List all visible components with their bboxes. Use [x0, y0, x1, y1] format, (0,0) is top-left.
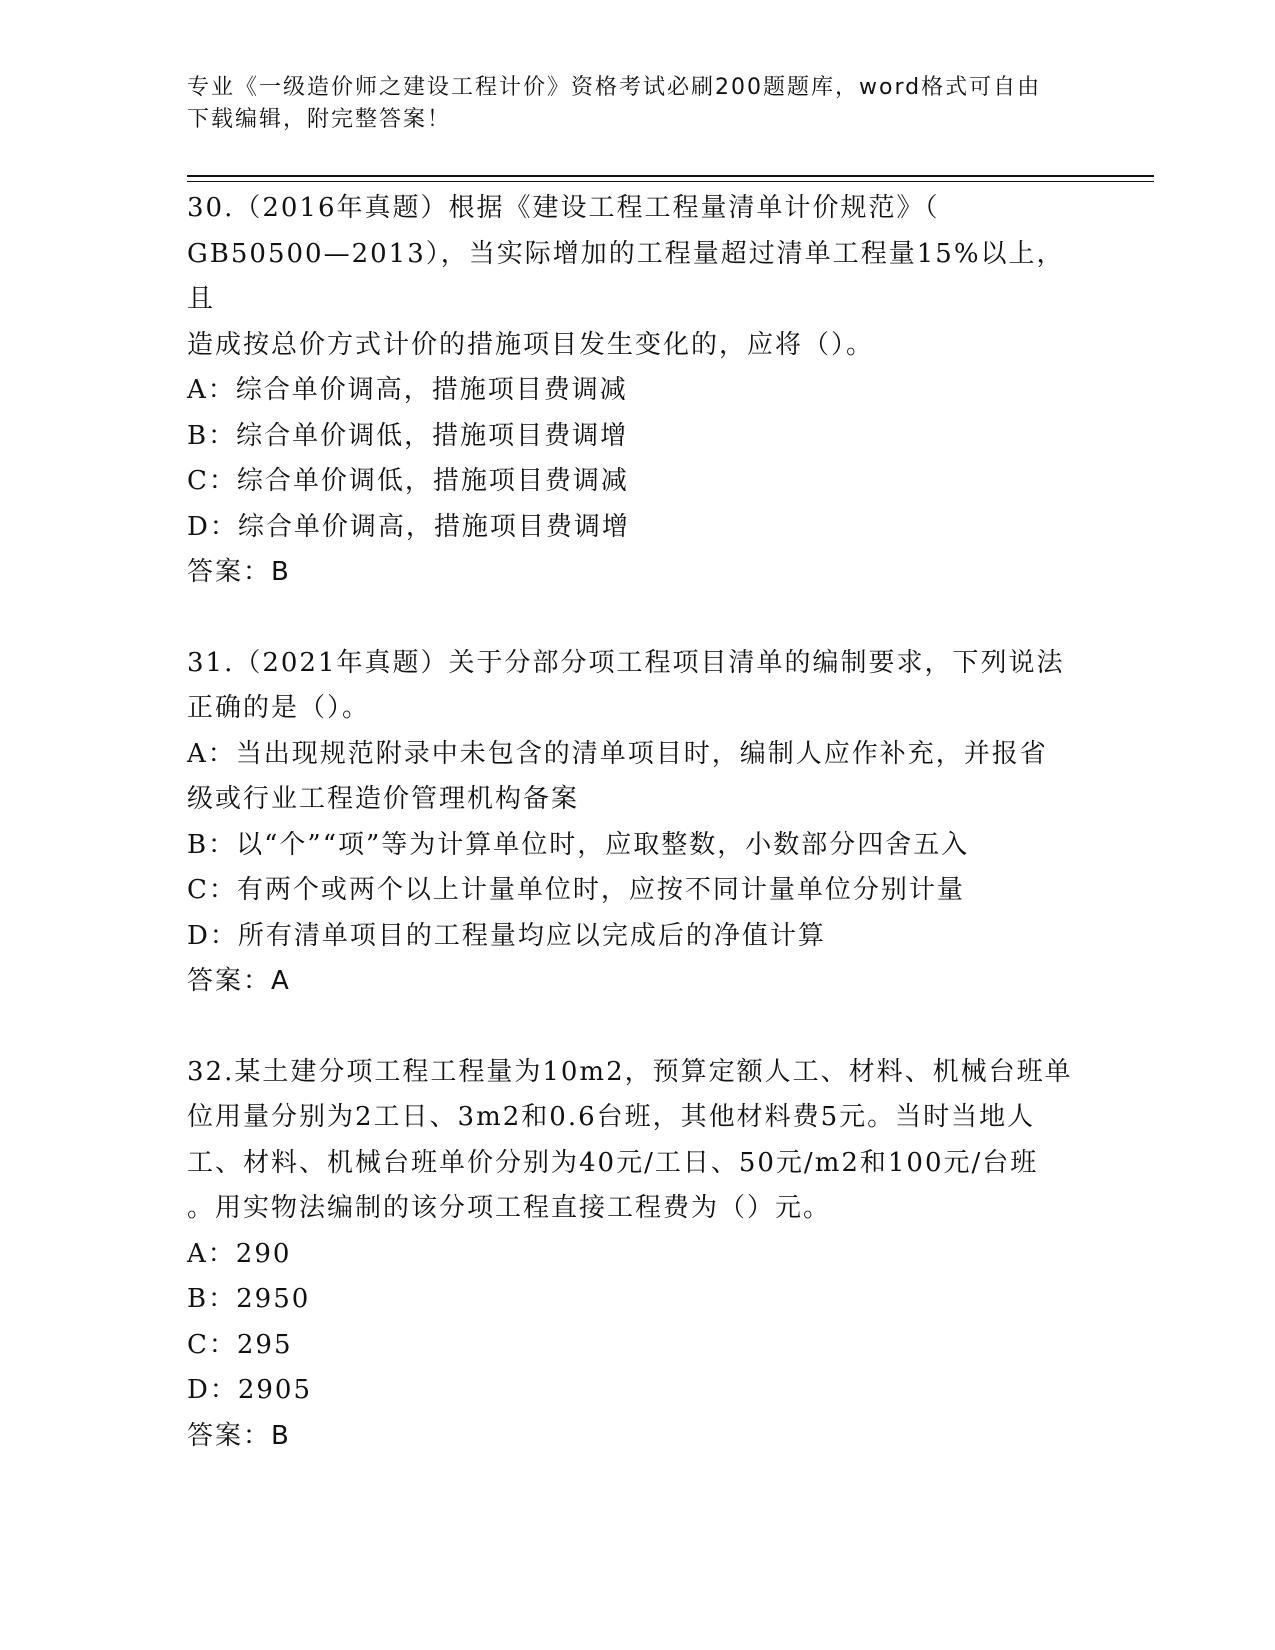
option-d: D：所有清单项目的工程量均应以完成后的净值计算	[187, 920, 826, 951]
stem-line: GB50500—2013），当实际增加的工程量超过清单工程量15%以上，且	[187, 238, 1065, 314]
header-line: 下载编辑，附完整答案！	[187, 107, 452, 132]
document-header	[187, 72, 1087, 136]
question-30	[187, 186, 1087, 596]
header-line: 专业《一级造价师之建设工程计价》资格考试必刷200题题库，word格式可自由	[187, 75, 1042, 100]
question-31	[187, 641, 1087, 1005]
question-32	[187, 1050, 1087, 1460]
option-a: A：综合单价调高，措施项目费调减	[187, 375, 628, 405]
answer: 答案：B	[187, 557, 291, 587]
question-stem	[187, 1050, 1087, 1232]
stem-line: 正确的是（）。	[187, 693, 371, 723]
option-a: A：290	[187, 1238, 292, 1269]
option-c: C：有两个或两个以上计量单位时，应按不同计量单位分别计量	[187, 875, 965, 905]
option-b: B：综合单价调低，措施项目费调增	[187, 420, 629, 451]
option-a: A：当出现规范附录中未包含的清单项目时，编制人应作补充，并报省	[187, 738, 1048, 769]
stem-line: 32.某土建分项工程工程量为10m2，预算定额人工、材料、机械台班单	[187, 1056, 1073, 1087]
stem-line: 造成按总价方式计价的措施项目发生变化的，应将（）。	[187, 329, 875, 360]
option-c: C：295	[187, 1329, 293, 1360]
stem-line: 工、材料、机械台班单价分别为40元/工日、50元/m2和100元/台班	[187, 1147, 1039, 1178]
header-divider	[187, 175, 1154, 177]
option-b: B：2950	[187, 1284, 311, 1314]
stem-line: 。用实物法编制的该分项工程直接工程费为（）元。	[187, 1193, 832, 1223]
question-list	[187, 186, 1087, 1504]
option-d: D：综合单价调高，措施项目费调增	[187, 511, 630, 542]
answer: 答案：A	[187, 966, 291, 996]
header-divider-thin	[187, 181, 1154, 182]
stem-line: 31.（2021年真题）关于分部分项工程项目清单的编制要求，下列说法	[187, 647, 1065, 678]
answer: 答案：B	[187, 1420, 291, 1451]
question-stem	[187, 641, 1087, 732]
option-d: D：2905	[187, 1375, 313, 1405]
stem-line: 位用量分别为2工日、3m2和0.6台班，其他材料费5元。当时当地人	[187, 1102, 1036, 1132]
question-stem	[187, 186, 1087, 368]
option-c: C：综合单价调低，措施项目费调减	[187, 466, 629, 496]
option-b: B：以“个”“项”等为计算单位时，应取整数，小数部分四舍五入	[187, 829, 970, 860]
option-a-continued: 级或行业工程造价管理机构备案	[187, 784, 580, 814]
stem-line: 30.（2016年真题）根据《建设工程工程量清单计价规范》（	[187, 193, 940, 223]
